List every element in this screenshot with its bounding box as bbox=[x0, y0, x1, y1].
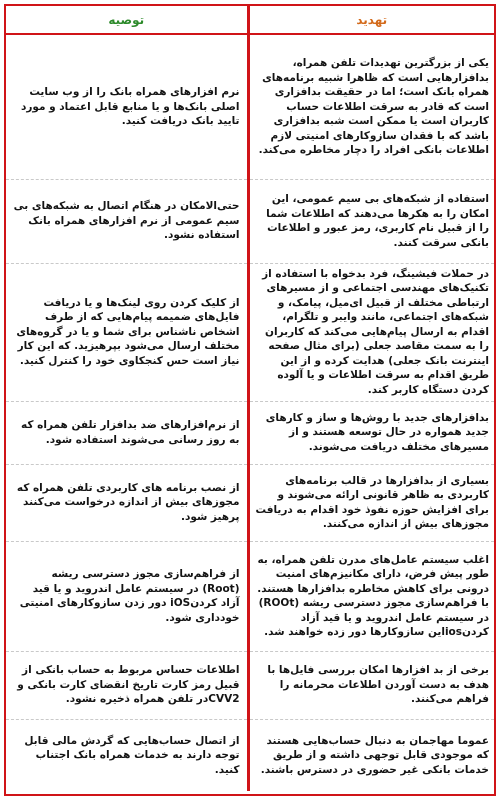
table-row bbox=[6, 651, 494, 719]
table-row bbox=[6, 464, 494, 541]
recommendation-cell: از اتصال حساب‌هایی که گردش مالی قابل توجه دارند به خدمات همراه بانک اجتناب کنید. bbox=[6, 719, 248, 791]
threat-cell: در حملات فیشینگ، فرد بدخواه با استفاده از تکنیک‌های مهندسی اجتماعی و از مسیرهای ارتباطی مختلف از قبیل ای‌میل، پیامک، و شبکه‌های اجتماعی، مانند وایبر و تلگرام، اقدام به ارسال پیام‌هایی می‌کند که کاربران را به سمت مقاصد جعلی (برای مثال صفحه اینترنت بانک جعلی) هدایت کرده و از این طریق اقدام به سرقت اطلاعات و یا آلوده کردن دستگاه کاربر کند. bbox=[248, 263, 494, 401]
recommendation-cell: حتی‌الامکان در هنگام اتصال به شبکه‌های بی سیم عمومی از نرم افزارهای همراه بانک استفاده نشود. bbox=[6, 179, 248, 263]
table-header-row bbox=[6, 6, 494, 34]
recommendation-cell: از نرم‌افزارهای ضد بدافزار تلفن همراه که به روز رسانی می‌شوند استفاده شود. bbox=[6, 401, 248, 464]
recommendation-cell: اطلاعات حساس مربوط به حساب بانکی از قبیل رمز کارت تاریخ انقضای کارت بانکی و CVV2در تلفن همراه ذخیره نشود. bbox=[6, 651, 248, 719]
recommendation-cell: از فراهم‌سازی مجوز دسترسی ریشه (Root) در سیستم عامل اندروید و یا قید آزاد کردنiOS دور زدن سازوکارهای امنیتی خودداری شود. bbox=[6, 541, 248, 651]
header-threat: تهدید bbox=[248, 6, 494, 34]
table-row bbox=[6, 719, 494, 791]
header-recommendation: توصیه bbox=[6, 6, 248, 34]
threat-recommendation-table bbox=[6, 6, 494, 791]
table-row bbox=[6, 34, 494, 179]
table-row bbox=[6, 541, 494, 651]
recommendation-cell: نرم افزارهای همراه بانک را از وب سایت اصلی بانک‌ها و یا منابع قابل اعتماد و مورد تایید بانک دریافت کنید. bbox=[20, 86, 240, 127]
table-row bbox=[6, 401, 494, 464]
threat-cell: بسیاری از بدافزارها در قالب برنامه‌های کاربردی به ظاهر قانونی ارائه می‌شوند و برای افزایش حوزه نفوذ خود اقدام به دریافت مجوزهای بیش از اندازه می‌کنند. bbox=[248, 464, 494, 541]
threat-cell: بدافزارهای جدید با روش‌ها و ساز و کارهای جدید همواره در حال توسعه هستند و از مسیرهای مختلف دریافت می‌شوند. bbox=[248, 401, 494, 464]
threat-cell: اغلب سیستم عامل‌های مدرن تلفن همراه، به طور پیش فرض، دارای مکانیزم‌های امنیت درونی برای کاهش مخاطره بدافزارها هستند. با فراهم‌سازی مجوز دسترسی ریشه (ROOt) در سیستم عامل اندروید و یا قید آزاد کردنiosاین سازوکارها دور زده خواهند شد. bbox=[248, 541, 494, 651]
threat-cell: عموما مهاجمان به دنبال حساب‌هایی هستند که موجودی قابل توجهی داشته و از طریق خدمات بانکی غیر حضوری در دسترس باشند. bbox=[248, 719, 494, 791]
table-row bbox=[6, 179, 494, 263]
threat-cell: استفاده از شبکه‌های بی سیم عمومی، این امکان را به هکرها می‌دهند که اطلاعات شما را از قبیل نام کاربری، رمز عبور و اطلاعات بانکی سرقت کنند. bbox=[248, 179, 494, 263]
recommendation-cell: از نصب برنامه های کاربردی تلفن همراه که مجوزهای بیش از اندازه درخواست می‌کنند پرهیز شود. bbox=[6, 464, 248, 541]
recommendation-cell: از کلیک کردن روی لینک‌ها و یا دریافت فایل‌های ضمیمه پیام‌هایی که از طرف اشخاص ناشناس برای شما و یا در گروه‌های مختلف ارسال می‌شود بپرهیزید. که این کار نیاز است حس کنجکاوی خود را کنترل کنید. bbox=[6, 263, 248, 401]
table-row bbox=[6, 263, 494, 401]
threat-cell: یکی از بزرگترین تهدیدات تلفن همراه، بدافزارهایی است که ظاهرا شبیه برنامه‌های همراه بانک است؛ اما در حقیقت بدافزاری است که قادر به سرقت اطلاعات حساب کاربران است یا ممکن است شبه بدافزاری باشد که با فقدان سازوکارهای امنیتی لازم اطلاعات بانکی افراد را دچار مخاطره می‌کند. bbox=[248, 34, 494, 179]
threat-cell: برخی از بد افزارها امکان بررسی فایل‌ها با هدف به دست آوردن اطلاعات محرمانه را فراهم می‌کنند. bbox=[248, 651, 494, 719]
security-table-card bbox=[4, 4, 496, 796]
